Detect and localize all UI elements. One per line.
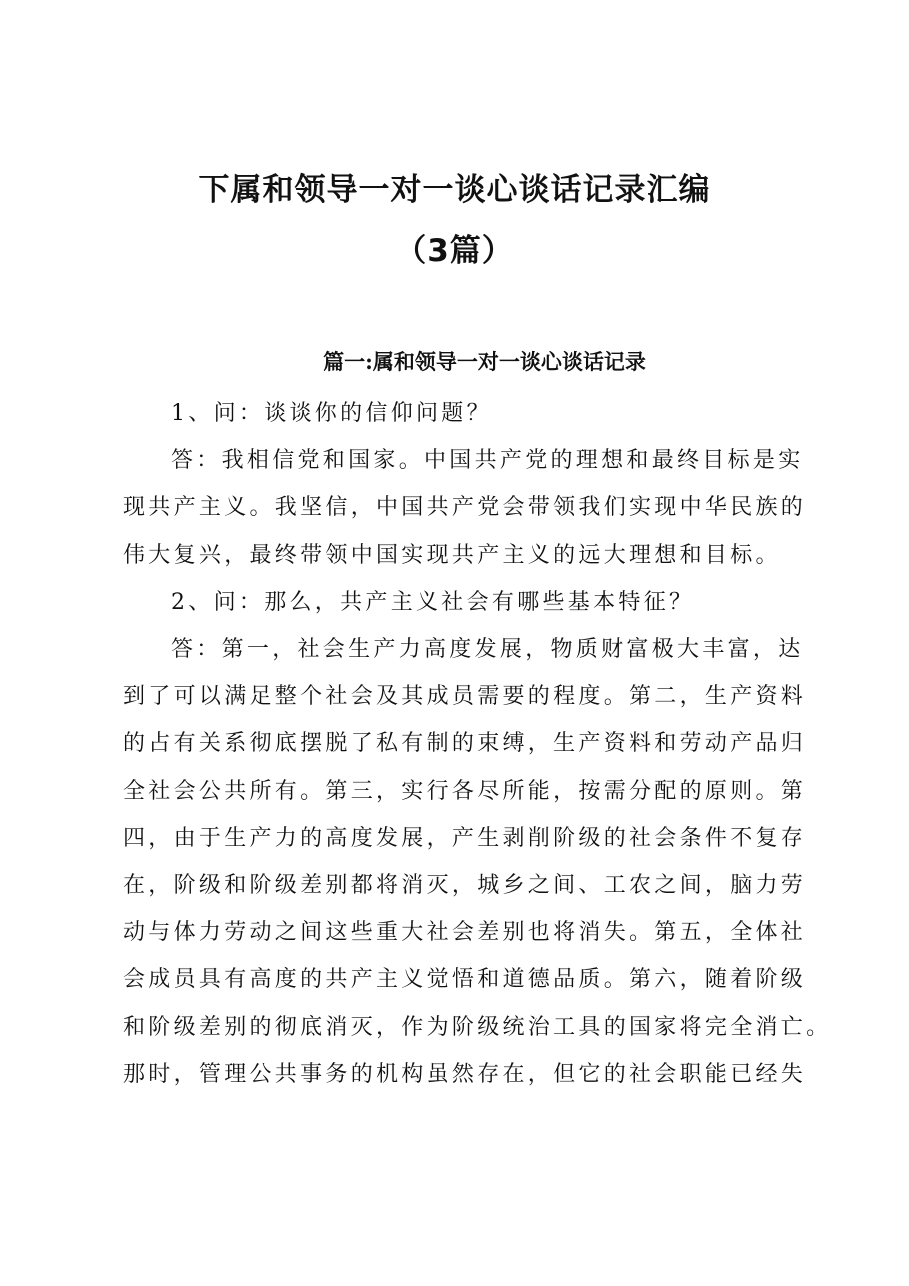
text-line: 伟大复兴，最终带领中国实现共产主义的远大理想和目标。	[123, 542, 781, 568]
document-body	[123, 390, 832, 1098]
text-line: 到了可以满足整个社会及其成员需要的程度。第二，生产资料	[123, 684, 807, 710]
text-line: 的占有关系彻底摆脱了私有制的束缚，生产资料和劳动产品归	[123, 731, 807, 757]
text-line: 答：第一，社会生产力高度发展，物质财富极大丰富，达	[171, 637, 804, 663]
text-line: 那时，管理公共事务的机构虽然存在，但它的社会职能已经失	[123, 1061, 807, 1087]
text-line: 答：我相信党和国家。中国共产党的理想和最终目标是实	[171, 448, 804, 474]
text-line: 全社会公共所有。第三，实行各尽所能，按需分配的原则。第	[123, 778, 807, 804]
text-line: 会成员具有高度的共产主义觉悟和道德品质。第六，随着阶级	[123, 967, 807, 993]
document-title: 下属和领导一对一谈心谈话记录汇编	[198, 172, 711, 208]
text-line: 和阶级差别的彻底消灭，作为阶级统治工具的国家将完全消亡。	[123, 1014, 832, 1040]
text-line: 动与体力劳动之间这些重大社会差别也将消失。第五，全体社	[123, 920, 807, 946]
text-line: 在，阶级和阶级差别都将消灭，城乡之间、工农之间，脑力劳	[123, 873, 807, 899]
text-line: 现共产主义。我坚信，中国共产党会带领我们实现中华民族的	[123, 495, 807, 521]
document-subtitle: （3篇）	[395, 233, 514, 269]
section-heading: 篇一:属和领导一对一谈心谈话记录	[323, 349, 646, 374]
text-line: 四，由于生产力的高度发展，产生剥削阶级的社会条件不复存	[123, 825, 807, 851]
text-line: 2、问：那么，共产主义社会有哪些基本特征？	[171, 589, 695, 615]
text-line: 1、问：谈谈你的信仰问题？	[171, 401, 492, 426]
